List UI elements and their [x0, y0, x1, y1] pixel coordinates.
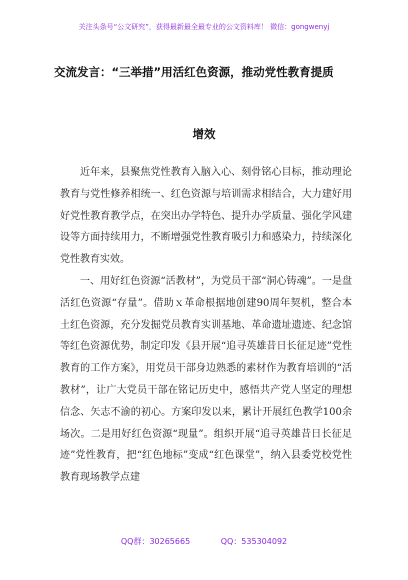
page-footer: [0, 536, 408, 547]
paragraph-intro: 近年来，县聚焦党性教育入脑入心、刻骨铭心目标，推动理论教育与党性修养相统一、红色资源与培训需求相结合，大力建好用好党性教育教学点，在突出办学特色、提升办学质量、强化学风建设等方面持续用力，不断增强党性教育吸引力和感染力，持续深化党性教育实效。: [60, 167, 352, 266]
document-title: 交流发言：“三举措”用活红色资源，推动党性教育提质: [54, 65, 334, 79]
document-body: [60, 162, 352, 489]
footer-qq-group: QQ群：30265665: [120, 537, 191, 546]
page-header-banner: 关注头条号“公文研究”，获得最新最全最专业的公文资料库！ 微信：gongwenyj: [78, 23, 330, 31]
footer-qq-contact: QQ：535304092: [220, 537, 288, 546]
document-title-continuation: 增效: [192, 127, 216, 141]
paragraph-section-one: 一、用好红色资源“活教材”，为党员干部“洞心铸魂”。一是盘活红色资源“存量”。借助ｘ革命根据地创建90周年契机，整合本土红色资源，充分发掘党员教育实训基地、革命遗址遗迹、纪念馆等红色资源优势，制定印发《县开展“追寻英雄昔日长征足迹”党性教育的工作方案》，用党员干部身边熟悉的素材作为教育培训的“活教材”，让广大党员干部在铭记历史中，感悟共产党人坚定的理想信念、矢志不渝的初心。方案印发以来，累计开展红色教学100余场次。二是用好红色资源“现量”。组织开展“追寻英雄昔日长征足迹”党性教育，把“红色地标”变成“红色课堂”，纳入县委党校党性教育现场教学点建: [60, 275, 352, 484]
